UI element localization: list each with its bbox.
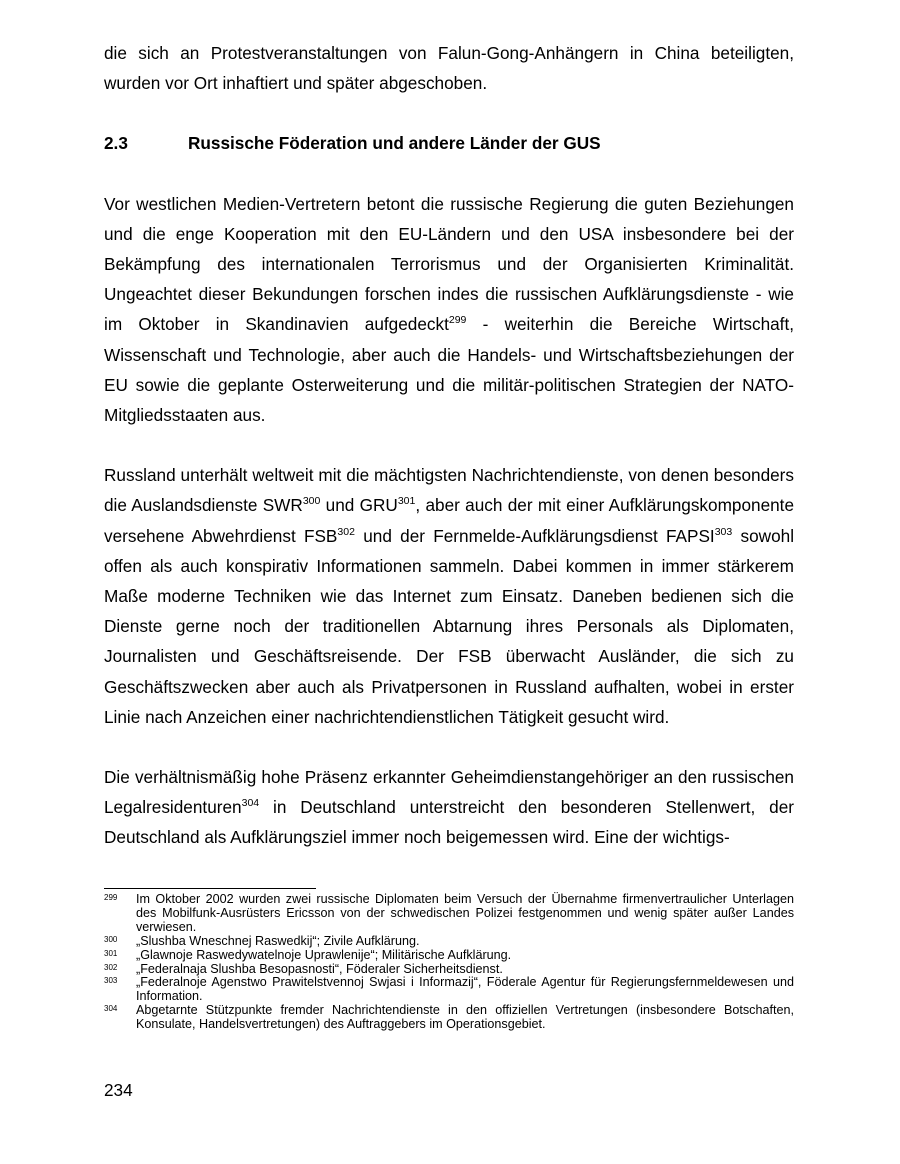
footnote-ref-304: 304 <box>241 797 260 810</box>
paragraph-2 <box>104 460 794 732</box>
footnote-ref-303: 303 <box>714 525 733 538</box>
footnote-number: 300 <box>104 934 118 944</box>
section-title: Russische Föderation und andere Länder der GUS <box>188 133 601 154</box>
footnote <box>104 935 794 949</box>
footnote-text: Abgetarnte Stützpunkte fremder Nachrichtendienste in den offiziellen Vertretungen (insbesondere Botschaften, Konsulate, Handelsvertretungen) des Auftraggebers im Operationsgebiet. <box>136 1003 794 1032</box>
footnote-text: „Federalnaja Slushba Besopasnosti“, Föderaler Sicherheitsdienst. <box>136 961 503 976</box>
intro-paragraph: die sich an Protestveranstaltungen von Falun-Gong-Anhängern in China beteiligten, wurden vor Ort inhaftiert und später abgeschoben. <box>104 43 794 94</box>
paragraph-2-text: Russland unterhält weltweit mit die mächtigsten Nachrichtendienste, von denen besonders die Auslandsdienste SWR <box>104 465 794 516</box>
footnote <box>104 963 794 977</box>
footnote-text: Im Oktober 2002 wurden zwei russische Diplomaten beim Versuch der Übernahme firmenvertraulicher Unterlagen des Mobilfunk-Ausrüsters Ericsson von der schwedischen Polizei festgenommen und wenig später außer Landes verwiesen. <box>136 892 794 934</box>
footnote-ref-302: 302 <box>337 525 355 538</box>
footnote-text: „Slushba Wneschnej Raswedkij“; Zivile Aufklärung. <box>136 933 420 948</box>
footnote-number: 303 <box>104 976 118 986</box>
footnotes <box>104 893 794 1032</box>
footnote <box>104 1004 794 1032</box>
footnote-ref-300: 300 <box>302 495 321 508</box>
footnote <box>104 893 794 935</box>
spacer <box>104 430 794 460</box>
footnote-text: „Federalnoje Agenstwo Prawitelstvennoj Swjasi i Informazij“, Föderale Agentur für Regierungsfernmeldewesen und Information. <box>136 975 794 1004</box>
paragraph-2-text: und GRU <box>320 495 398 516</box>
paragraph-3-text: in Deutschland unterstreicht den besonderen Stellenwert, der Deutschland als Aufklärungsziel immer noch beigemessen wird. Eine der wichtigs- <box>104 797 794 848</box>
paragraph-2-text: und der Fernmelde-Aufklärungsdienst FAPSI <box>354 525 715 546</box>
footnote <box>104 949 794 963</box>
section-heading <box>104 128 794 158</box>
paragraph-1 <box>104 189 794 431</box>
page-number: 234 <box>104 1080 133 1100</box>
paragraph-3 <box>104 762 794 853</box>
paragraph-2-text: sowohl offen als auch konspirativ Informationen sammeln. Dabei kommen in immer stärkerem Maße moderne Techniken wie das Internet zum Einsatz. Daneben bedienen sich die Dienste gerne noch der traditionellen Abtarnung ihres Personals als Diplomaten, Journalisten und Geschäftsreisende. Der FSB überwacht Ausländer, die sich zu Geschäftszwecken aber auch als Privatpersonen in Russland aufhalten, wobei in erster Linie nach Anzeichen einer nachrichtendienstlichen Tätigkeit gesucht wird. <box>104 525 795 727</box>
spacer <box>104 732 794 762</box>
footnote <box>104 976 794 1004</box>
footnote-ref-299: 299 <box>448 314 467 327</box>
footnote-number: 299 <box>104 893 118 902</box>
spacer <box>104 98 794 128</box>
paragraph-3-text: Die verhältnismäßig hohe Präsenz erkannter Geheimdienstangehöriger an den russischen Legalresidenturen <box>104 767 794 818</box>
footnote-text: „Glawnoje Raswedywatelnoje Uprawlenije“; Militärische Aufklärung. <box>136 947 512 962</box>
paragraph-2-text: , aber auch der mit einer Aufklärungskomponente versehene Abwehrdienst FSB <box>104 495 795 546</box>
paragraph-1-text: - weiterhin die Bereiche Wirtschaft, Wissenschaft und Technologie, aber auch die Handels- und Wirtschaftsbeziehungen der EU sowie die geplante Osterweiterung und die militär-politischen Strategien der NATO-Mitgliedsstaaten aus. <box>104 314 795 426</box>
paragraph-1-text: Vor westlichen Medien-Vertretern betont die russische Regierung die guten Beziehungen und die enge Kooperation mit den EU-Ländern und den USA insbesondere bei der Bekämpfung des internationalen Terrorismus und der Organisierten Kriminalität. Ungeachtet dieser Bekundungen forschen indes die russischen Aufklärungsdienste - wie im Oktober in Skandinavien aufgedeckt <box>104 193 794 335</box>
footnote-ref-301: 301 <box>397 495 416 508</box>
page-body <box>104 38 794 853</box>
footnote-separator <box>104 888 316 889</box>
footnote-number: 302 <box>104 962 118 972</box>
footnote-number: 301 <box>104 948 118 958</box>
section-number: 2.3 <box>104 133 128 154</box>
spacer <box>104 159 794 189</box>
footnote-number: 304 <box>104 1004 118 1014</box>
